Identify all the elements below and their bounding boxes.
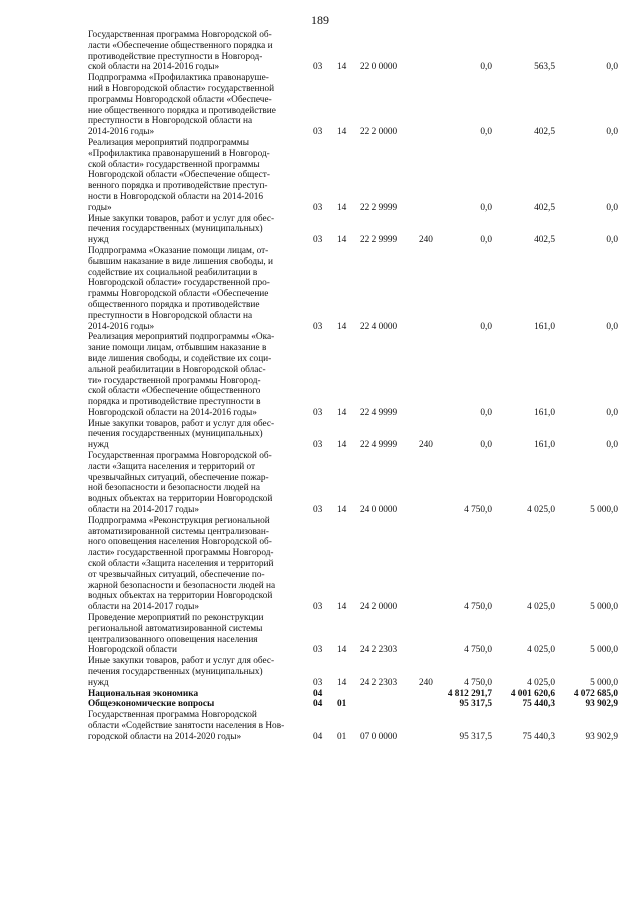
table-row: [88, 30, 618, 73]
amount-2015-cell: 161,0: [534, 321, 555, 332]
amount-2016-cell: 0,0: [606, 407, 618, 418]
amount-2014-cell: 4 750,0: [464, 505, 492, 516]
target-code-cell: 22 4 9999: [360, 440, 398, 451]
amount-2014-cell: 0,0: [480, 321, 492, 332]
target-code-cell: 22 2 9999: [360, 235, 398, 246]
item-name: Национальная экономика: [88, 688, 199, 699]
target-code-cell: 24 2 2303: [360, 677, 398, 688]
item-name: Подпрограмма «Профилактика правонаруше- ний в Новгородской области» государственной программы Новгородской области «Обеспече- ние общественного порядка и противодействие преступности в Новгородской области на 2014-2016 годы»: [88, 73, 276, 138]
section-code-cell: 03: [313, 202, 323, 213]
subsection-code-cell: 14: [337, 645, 347, 656]
subsection-code-cell: 14: [337, 62, 347, 73]
budget-table: [88, 30, 618, 743]
subsection-code-cell: 14: [337, 505, 347, 516]
item-name: Государственная программа Новгородской области «Содействие занятости населения в Нов- городской области на 2014-2020 годы»: [88, 710, 285, 742]
amount-2015-cell: 563,5: [534, 62, 555, 73]
section-code-cell: 03: [313, 440, 323, 451]
expense-type-cell: 240: [419, 440, 433, 451]
section-code-cell: 03: [313, 677, 323, 688]
section-code-cell: 03: [313, 321, 323, 332]
table-row: [88, 689, 618, 700]
amount-2015-cell: 4 025,0: [527, 505, 555, 516]
subsection-code-cell: 14: [337, 440, 347, 451]
amount-2015-cell: 75 440,3: [522, 731, 555, 742]
amount-2014-cell: 95 317,5: [459, 699, 492, 710]
expense-type-cell: 240: [419, 235, 433, 246]
target-code-cell: 22 0 0000: [360, 62, 398, 73]
amount-2016-cell: 4 072 685,0: [573, 688, 618, 699]
item-name: Реализация мероприятий подпрограммы «Ока- зание помощи лицам, отбывшим наказание в виде лишения свободы, и содействие их соци- альной реабилитации в Новгородской облас- ти» государственной программы Новгород- ской области «Обеспечение общественного порядка и противодействие преступности в Новгородской области на 2014-2016 годы»: [88, 332, 275, 418]
section-code-cell: 03: [313, 235, 323, 246]
amount-2016-cell: 0,0: [606, 235, 618, 246]
amount-2014-cell: 4 750,0: [464, 602, 492, 613]
amount-2015-cell: 161,0: [534, 407, 555, 418]
item-name: Иные закупки товаров, работ и услуг для обес- печения государственных (муниципальных) нужд: [88, 418, 275, 451]
item-name: Иные закупки товаров, работ и услуг для обес- печения государственных (муниципальных) нужд: [88, 213, 275, 246]
item-name: Общеэкономические вопросы: [88, 699, 215, 710]
amount-2016-cell: 5 000,0: [590, 602, 618, 613]
amount-2014-cell: 4 812 291,7: [447, 688, 492, 699]
amount-2016-cell: 0,0: [606, 321, 618, 332]
subsection-code-cell: 14: [337, 602, 347, 613]
table-row: [88, 138, 618, 214]
subsection-code-cell: 14: [337, 321, 347, 332]
table-row: [88, 699, 618, 710]
page-number: 189: [311, 13, 329, 27]
amount-2016-cell: 93 902,9: [585, 731, 618, 742]
target-code-cell: 24 0 0000: [360, 505, 398, 516]
target-code-cell: 07 0 0000: [360, 731, 398, 742]
subsection-code-cell: 14: [337, 127, 347, 138]
section-code-cell: 04: [313, 731, 323, 742]
expense-type-cell: 240: [419, 677, 433, 688]
item-name: Подпрограмма «Реконструкция региональной автоматизированной системы централизован- ного оповещения населения Новгородской об- ласти» государственной программы Новгород- ской области «Защита населения и территорий от чрезвычайных ситуаций, обеспечение по- жарной безопасности и безопасности людей на водных объектах на территории Новгородской области на 2014-2017 годы»: [88, 515, 276, 613]
table-row: [88, 246, 618, 332]
subsection-code-cell: 14: [337, 202, 347, 213]
amount-2016-cell: 0,0: [606, 62, 618, 73]
section-code-cell: 03: [313, 127, 323, 138]
amount-2014-cell: 95 317,5: [459, 731, 492, 742]
amount-2016-cell: 0,0: [606, 202, 618, 213]
item-name: Подпрограмма «Оказание помощи лицам, от- бывшим наказание в виде лишения свободы, и содействие их социальной реабилитации в Новгородской области» государственной про- граммы Новгородской области «Обеспечение общественного порядка и противодействие преступности в Новгородской области на 2014-2016 годы»: [88, 245, 274, 332]
amount-2016-cell: 5 000,0: [590, 645, 618, 656]
amount-2016-cell: 93 902,9: [585, 699, 618, 710]
item-name: Иные закупки товаров, работ и услуг для обес- печения государственных (муниципальных) нужд: [88, 656, 275, 688]
item-name: Государственная программа Новгородской об- ласти «Обеспечение общественного порядка и противодействие преступности в Новгород- ской области на 2014-2016 годы»: [88, 30, 273, 73]
amount-2016-cell: 0,0: [606, 440, 618, 451]
section-code-cell: 04: [313, 699, 323, 710]
table-row: [88, 73, 618, 138]
amount-2014-cell: 0,0: [480, 127, 492, 138]
table-row: [88, 451, 618, 516]
amount-2015-cell: 75 440,3: [522, 699, 555, 710]
amount-2014-cell: 4 750,0: [464, 677, 492, 688]
section-code-cell: 03: [313, 62, 323, 73]
target-code-cell: 22 4 9999: [360, 407, 398, 418]
target-code-cell: 22 2 0000: [360, 127, 398, 138]
amount-2014-cell: 0,0: [480, 235, 492, 246]
amount-2015-cell: 402,5: [534, 127, 555, 138]
subsection-code-cell: 01: [337, 699, 347, 710]
table-row: [88, 419, 618, 451]
item-name: Реализация мероприятий подпрограммы «Профилактика правонарушений в Новгород- ской области» государственной программы Новгородской области «Обеспечение общест- венного порядка и противодействие преступ- ности в Новгородской области на 2014-2016 годы»: [88, 137, 270, 213]
target-code-cell: 22 4 0000: [360, 321, 398, 332]
amount-2016-cell: 0,0: [606, 127, 618, 138]
amount-2015-cell: 402,5: [534, 235, 555, 246]
target-code-cell: 22 2 9999: [360, 202, 398, 213]
amount-2015-cell: 161,0: [534, 440, 555, 451]
section-code-cell: 04: [313, 688, 323, 699]
subsection-code-cell: 01: [337, 731, 347, 742]
table-row: [88, 656, 618, 688]
amount-2014-cell: 4 750,0: [464, 645, 492, 656]
amount-2015-cell: 4 025,0: [527, 645, 555, 656]
subsection-code-cell: 14: [337, 677, 347, 688]
amount-2014-cell: 0,0: [480, 202, 492, 213]
section-code-cell: 03: [313, 505, 323, 516]
target-code-cell: 24 2 2303: [360, 645, 398, 656]
item-name: Государственная программа Новгородской об- ласти «Защита населения и территорий от чрезвычайных ситуаций, обеспечение пожар- ной безопасности и безопасности людей на водных объектах на территории Новгородской области на 2014-2017 годы»: [88, 451, 273, 516]
subsection-code-cell: 14: [337, 407, 347, 418]
amount-2014-cell: 0,0: [480, 440, 492, 451]
table-row: [88, 613, 618, 656]
section-code-cell: 03: [313, 407, 323, 418]
amount-2015-cell: 4 001 620,6: [510, 688, 555, 699]
table-row: [88, 710, 618, 742]
amount-2014-cell: 0,0: [480, 62, 492, 73]
subsection-code-cell: 14: [337, 235, 347, 246]
amount-2015-cell: 4 025,0: [527, 677, 555, 688]
amount-2015-cell: 402,5: [534, 202, 555, 213]
amount-2015-cell: 4 025,0: [527, 602, 555, 613]
section-code-cell: 03: [313, 645, 323, 656]
section-code-cell: 03: [313, 602, 323, 613]
table-row: [88, 214, 618, 246]
table-row: [88, 332, 618, 418]
item-name: Проведение мероприятий по реконструкции региональной автоматизированной системы централизованного оповещения населения Новгородской области: [88, 613, 264, 656]
amount-2014-cell: 0,0: [480, 407, 492, 418]
amount-2016-cell: 5 000,0: [590, 677, 618, 688]
amount-2016-cell: 5 000,0: [590, 505, 618, 516]
target-code-cell: 24 2 0000: [360, 602, 398, 613]
table-row: [88, 516, 618, 613]
